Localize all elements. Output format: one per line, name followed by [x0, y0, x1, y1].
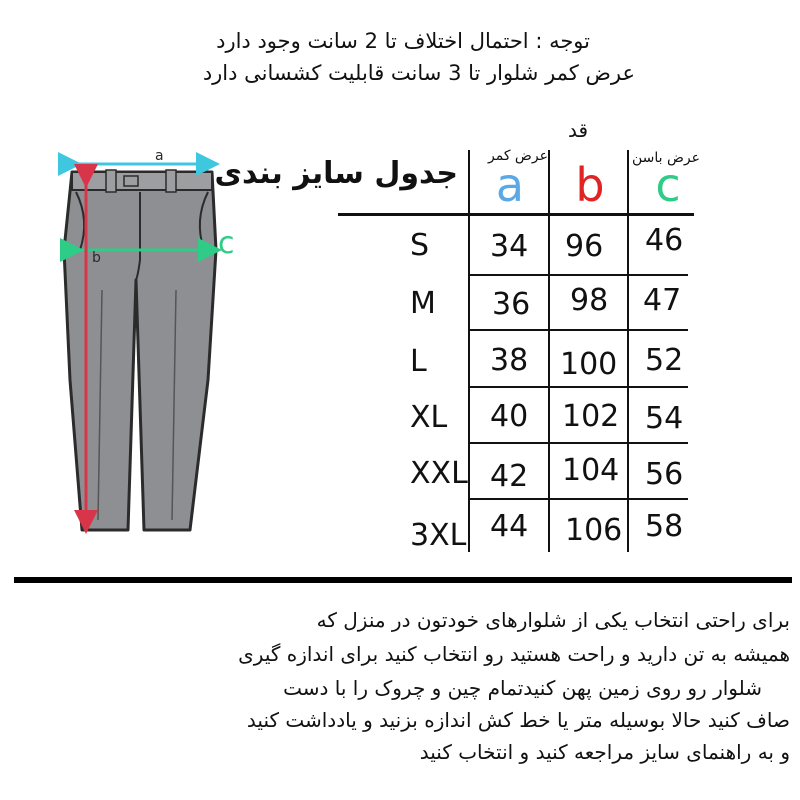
table-header-line	[338, 213, 694, 216]
column-letter-c: c	[655, 158, 681, 212]
cell-a: 42	[490, 459, 529, 494]
size-label: 3XL	[410, 518, 467, 553]
table-row-divider	[470, 274, 688, 276]
button	[124, 176, 138, 186]
cell-c: 47	[643, 283, 682, 318]
cell-b: 104	[562, 453, 620, 488]
table-row-divider	[470, 329, 688, 331]
column-caption-a: عرض کمر	[488, 148, 548, 164]
cell-b: 106	[565, 513, 623, 548]
label-a: a	[155, 148, 164, 164]
guide-line-4: صاف کنید حالا بوسیله متر یا خط کش اندازه بزنید و یادداشت کنید	[246, 708, 790, 732]
cell-c: 56	[645, 457, 684, 492]
cell-b: 100	[560, 347, 618, 382]
table-column-divider	[627, 150, 629, 552]
cell-a: 36	[492, 287, 531, 322]
section-divider	[14, 577, 792, 583]
table-row-divider	[470, 498, 688, 500]
size-label: L	[410, 344, 427, 379]
size-label: XXL	[410, 456, 468, 491]
notice-line-2: عرض کمر شلوار تا 3 سانت قابلیت کشسانی دارد	[202, 61, 635, 85]
column-caption-c: عرض باسن	[632, 150, 701, 166]
label-b: b	[92, 250, 101, 266]
cell-b: 102	[562, 399, 620, 434]
column-caption-b: قد	[568, 118, 589, 142]
notice-line-1: توجه : احتمال اختلاف تا 2 سانت وجود دارد	[216, 29, 590, 53]
table-column-divider	[548, 150, 550, 552]
cell-c: 46	[645, 223, 684, 258]
belt-loop	[166, 170, 176, 192]
size-label: S	[410, 228, 430, 263]
size-label: M	[410, 286, 436, 321]
cell-a: 40	[490, 399, 529, 434]
column-letter-b: b	[575, 158, 605, 212]
guide-line-3: شلوار رو روی زمین پهن کنیدتمام چین و چروک را با دست	[283, 676, 762, 700]
diagram-label-c: c	[218, 226, 235, 261]
cell-c: 52	[645, 343, 684, 378]
trousers-diagram	[40, 140, 280, 560]
chart-title: جدول سایز بندی	[214, 156, 458, 191]
guide-line-5: و به راهنمای سایز مراجعه کنید و انتخاب کنید	[419, 740, 790, 764]
cell-a: 38	[490, 343, 529, 378]
size-label: XL	[410, 400, 448, 435]
cell-b: 96	[565, 229, 604, 264]
cell-b: 98	[570, 283, 609, 318]
cell-c: 58	[645, 509, 684, 544]
cell-c: 54	[645, 401, 684, 436]
guide-line-1: برای راحتی انتخاب یکی از شلوارهای خودتون در منزل که	[316, 608, 790, 632]
column-letter-a: a	[495, 158, 525, 212]
table-column-divider	[468, 150, 470, 552]
belt-loop	[106, 170, 116, 192]
table-row-divider	[470, 386, 688, 388]
table-row-divider	[470, 442, 688, 444]
waistband	[72, 172, 212, 190]
guide-line-2: همیشه به تن دارید و راحت هستید رو انتخاب کنید برای اندازه گیری	[238, 642, 790, 666]
cell-a: 44	[490, 509, 529, 544]
cell-a: 34	[490, 229, 529, 264]
